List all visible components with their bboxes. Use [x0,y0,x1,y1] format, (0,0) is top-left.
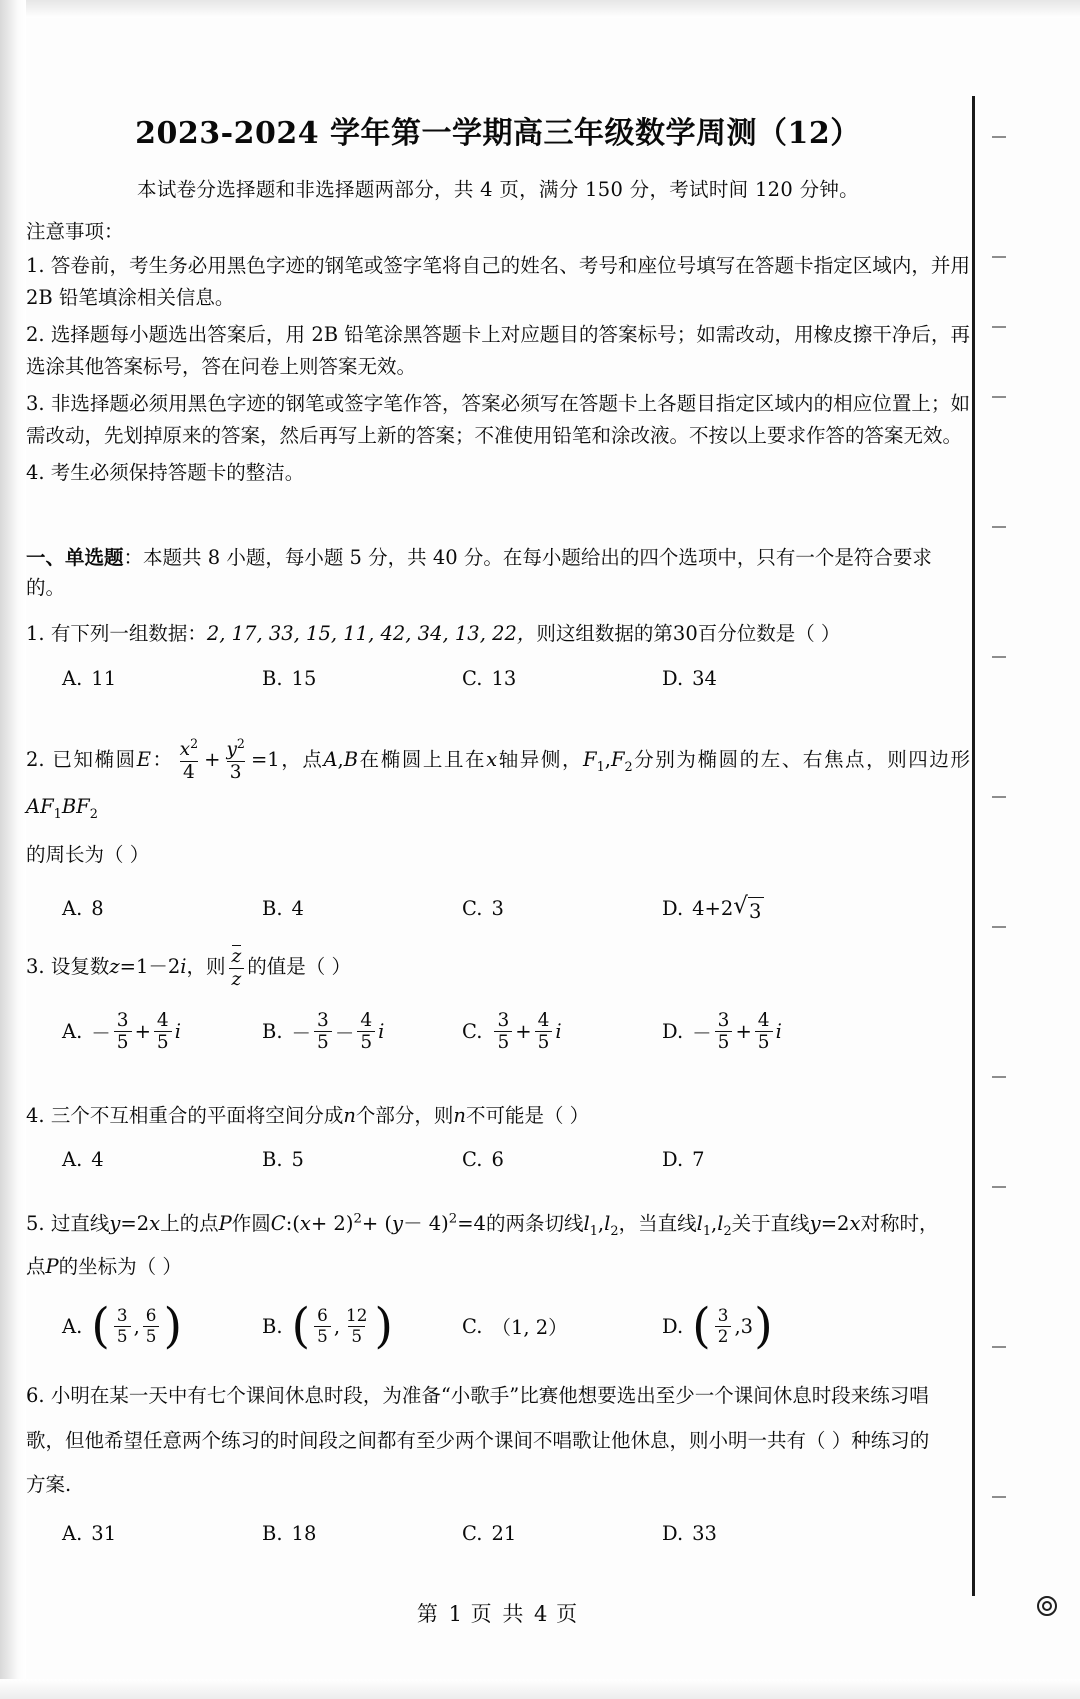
q2-stem-p5: 分别为椭圆的左、右焦点，则四边形 [632,747,970,771]
q5a-d1: 5 [114,1326,131,1346]
q3-option-a-frac1 [114,1011,132,1053]
q2-plus: + [204,747,221,771]
q3-option-b-frac2 [357,1011,375,1053]
q3-option-b-sign: － [291,1021,312,1045]
q2-stem-p3: 在椭圆上且在 [358,747,487,771]
margin-tick-marks [992,96,1072,1596]
q3-i: i [180,954,187,978]
q5-option-c-label: C. [462,1314,483,1338]
footer-prefix: 第 [416,1602,440,1626]
question-2-options [26,892,970,923]
footer-suffix: 页 [556,1602,580,1626]
q5-stem-p4: 的两条切线 [485,1212,584,1236]
q2-option-c[interactable] [462,895,662,923]
q5a-sep: , [133,1314,140,1338]
q3-option-b[interactable] [262,1011,462,1053]
q6-stem-line1: 小明在某一天中有七个课间休息时段，为准备“小歌手”比赛他想要选出至少一个课间休息时段来练习唱 [50,1383,929,1407]
section-description: 本题共 8 小题，每小题 5 分，共 40 分。在每小题给出的四个选项中，只有一个是符合要求的。 [26,546,932,600]
q4-option-c-label: C. [462,1148,483,1172]
footer-total-pages: 4 [534,1602,548,1626]
q1-option-c-value: 13 [491,666,517,690]
q3-option-c-frac1 [494,1011,512,1053]
question-1-stem [26,617,970,650]
q1-option-b-label: B. [262,666,283,690]
q4-option-b-label: B. [262,1148,283,1172]
q2-frac2-den: 3 [227,761,245,783]
notice-item-3: 3. 非选择题必须用黑色字迹的钢笔或签字笔作答，答案必须写在答题卡上各题目指定区域内的相应位置上；如需改动，先划掉原来的答案，然后再写上新的答案；不准使用铅笔和涂改液。不按以上要求作答的答案无效。 [26,392,970,447]
q5-option-c[interactable] [462,1307,662,1346]
page-footer [26,1598,970,1628]
q3-stem-p2: ，则 [186,954,226,978]
q3-option-d-label: D. [662,1020,684,1044]
q3d-d1: 5 [715,1031,733,1053]
q2-quad-af: AF [26,795,54,819]
q4-option-b-value: 5 [291,1148,304,1172]
q4-option-c-value: 6 [491,1148,504,1172]
q3-stem-p1: 设复数 [50,954,110,978]
q5-cplus: + 2) [310,1212,354,1236]
q2-frac1-num [177,737,201,761]
question-3-stem [26,943,970,991]
q1-option-b[interactable] [262,667,462,690]
q2-frac2-num [223,737,247,761]
q2-colon: ： [150,747,174,771]
q5-option-b-label: B. [262,1314,283,1338]
q2-stem-p4: 轴异侧， [497,747,584,771]
q2-option-c-value: 3 [491,897,504,921]
q4-option-d-label: D. [662,1148,684,1172]
q5b-frac1 [314,1307,331,1346]
q5-y: y [109,1212,121,1236]
q5-option-c-value: （1, 2） [491,1316,568,1340]
registration-mark-icon [1037,1596,1057,1616]
q3d-n1: 3 [717,1009,730,1031]
q3-z-conjugate: z [231,946,242,968]
q5b-d1: 5 [314,1326,331,1346]
q3-option-d-frac1 [715,1011,733,1053]
q4-option-a-label: A. [62,1148,83,1172]
q5-point-p: P [218,1212,232,1236]
scan-shade-left [0,0,26,1699]
q3-option-a-label: A. [62,1020,83,1044]
q4-option-d[interactable] [662,1148,882,1171]
section-label: 一、单选题 [26,546,124,570]
q1-option-b-value: 15 [291,666,317,690]
q6-stem-line2: 歌，但他希望任意两个练习的时间段之间都有至少两个课间不唱歌让他休息，则小明一共有（ ）种练习的 [26,1428,930,1452]
q2-option-c-label: C. [462,897,483,921]
q5a-n1: 3 [116,1305,128,1326]
q2-stem-p1: 已知椭圆 [52,747,137,771]
q5-cminus: － 4) [403,1212,449,1236]
q5-l2-sub: 2 [610,1224,619,1239]
q5-cexp2: 2 [448,1211,458,1227]
question-4-options [26,1148,970,1171]
q2-focus-f2-sub: 2 [624,759,633,775]
q1-number: 1. [26,622,45,646]
q6-option-b[interactable] [262,1522,462,1545]
q5b-frac2 [343,1307,370,1346]
q2-option-b[interactable] [262,895,462,923]
q5-stem-p3: 作圆 [231,1212,271,1236]
notice-heading: 注意事项： [26,220,124,243]
q2-ellipse-name: E [136,747,151,771]
q3-option-c-label: C. [462,1020,483,1044]
q4-number: 4. [26,1103,45,1127]
q2-option-d[interactable] [662,892,882,923]
q1-option-c-label: C. [462,666,483,690]
q3-option-a[interactable] [26,1011,262,1053]
q2-option-a[interactable] [26,895,262,923]
q5-stem-line2-p2: 的坐标为（ ） [58,1255,182,1279]
q3-number: 3. [26,954,45,978]
q4-stem-p1: 三个不互相重合的平面将空间分成 [50,1103,344,1127]
q3a-d2: 5 [154,1031,172,1053]
left-paren-icon: ( [291,1298,311,1354]
q6-option-a-label: A. [62,1522,83,1546]
q2-option-b-label: B. [262,897,283,921]
q5a-frac2 [143,1307,160,1346]
q5-x2: x [849,1212,861,1236]
q3d-n2: 4 [757,1009,770,1031]
left-paren-icon: ( [91,1298,110,1354]
q2-axis-x: x [486,747,498,771]
q2-quad-bf-sub: 2 [89,807,98,823]
q2-option-d-prefix: 4+2 [692,897,734,921]
q3-option-d-op: + [735,1020,752,1044]
q3a-n1: 3 [116,1009,129,1031]
q2-frac2-exp: 2 [236,736,245,752]
q5-stem-line2-p1: 点 [26,1255,46,1279]
right-paren-icon: ) [163,1298,183,1354]
q5-option-a-pair [91,1298,183,1354]
q5-l1: l [583,1212,590,1236]
q1-stem-before: 有下列一组数据： [50,622,207,646]
footer-mid: 页 共 [470,1602,526,1626]
q5-cmid: + ( [361,1212,393,1236]
q6-option-d-value: 33 [692,1522,717,1546]
q5-point-p2: P [45,1255,59,1279]
q3-option-a-i: i [174,1020,181,1044]
q3c-n2: 4 [537,1009,550,1031]
q5a-n2: 6 [145,1305,157,1326]
q6-option-c-value: 21 [491,1522,517,1546]
q5-stem-p2: 上的点 [160,1212,219,1236]
q1-stem-after: 则这组数据的第30百分位数是（ ） [536,622,841,646]
q2-point-b: B [343,747,359,771]
q4-option-c[interactable] [462,1148,662,1171]
q1-option-a[interactable] [26,667,262,690]
q5-l2: l [604,1212,611,1236]
q2-option-a-value: 8 [91,897,104,921]
notice-item-1: 1. 答卷前，考生务必用黑色字迹的钢笔或签字笔将自己的姓名、考号和座位号填写在答题卡指定区域内，并用 2B 铅笔填涂相关信息。 [26,254,970,309]
question-6-stem [26,1374,970,1509]
q2-frac1-base: x [179,739,191,761]
q5-cy: y [392,1212,404,1236]
q6-option-b-label: B. [262,1522,283,1546]
q5-x: x [149,1212,161,1236]
q3-option-c[interactable] [462,1011,662,1053]
q5a-d2: 5 [143,1326,160,1346]
q3b-n1: 3 [317,1009,329,1031]
q5-l2b-sub: 2 [723,1224,732,1239]
q4-option-d-value: 7 [692,1148,705,1172]
q5-ceq: =4 [457,1212,486,1236]
q6-option-a[interactable] [26,1522,262,1545]
q5-stem-p5: ，当直线 [618,1212,697,1236]
q5-colon: :( [285,1212,300,1236]
q5-option-d[interactable] [662,1298,882,1354]
q5b-sep: , [333,1314,341,1338]
radical-icon: √ [733,892,748,919]
q5-y2: y [809,1212,821,1236]
q5-option-a[interactable] [26,1298,262,1354]
q5-option-a-label: A. [62,1314,83,1338]
q6-option-d-label: D. [662,1522,684,1546]
q2-option-d-sqrt [733,892,764,923]
q5d-sep: , [734,1314,741,1338]
question-6-options [26,1522,970,1545]
q3a-n2: 4 [156,1009,169,1031]
q5d-v2: 3 [740,1314,754,1338]
q5d-frac1 [715,1307,732,1346]
q4-stem-p3: 不可能是（ ） [465,1103,590,1127]
notice-item-2: 2. 选择题每小题选出答案后，用 2B 铅笔涂黑答题卡上对应题目的答案标号；如需改动，用橡皮擦干净后，再选涂其他答案标号，答在问卷上则答案无效。 [26,323,970,378]
q3-option-d-sign: － [692,1021,712,1045]
q5-option-b[interactable] [262,1298,462,1354]
q3-option-b-op: － [334,1021,355,1045]
q5-circle-c: C [270,1212,286,1236]
page-margin-rule [972,96,975,1596]
q3-option-c-i: i [555,1020,562,1044]
q3a-d1: 5 [114,1031,132,1053]
q3-option-d[interactable] [662,1011,882,1053]
question-5-options [26,1298,970,1354]
section-colon: ： [123,546,144,570]
q2-stem-p6: 的周长为（ ） [26,843,150,867]
q5-l1b: l [696,1212,703,1236]
q4-option-a-value: 4 [91,1148,104,1172]
q3d-d2: 5 [755,1031,773,1053]
q6-option-b-value: 18 [291,1522,317,1546]
q3-option-b-label: B. [262,1020,283,1044]
q2-focus-f1-sub: 1 [596,759,605,775]
q4-option-a[interactable] [26,1148,262,1171]
page-title: 2023-2024 学年第一学期高三年级数学周测（12） [135,116,861,151]
q3c-d1: 5 [494,1031,512,1053]
q2-frac2-base: y [226,739,237,761]
q5-l1b-sub: 1 [702,1224,712,1239]
q3-option-c-op: + [515,1020,532,1044]
q3b-d1: 5 [314,1031,332,1053]
q1-option-a-label: A. [62,666,83,690]
q4-option-b[interactable] [262,1148,462,1171]
q6-number: 6. [26,1383,45,1407]
q3-option-d-frac2 [755,1011,773,1053]
q4-n1: n [343,1103,356,1127]
question-5-stem: 5. 过直线y=2x上的点P作圆C:(x+ $2)^2+ (y- 4)^2=4$的两条切线$l_1,l_2$，当直线$l_1,l_2$关于直线y=2x对称时， 点P的坐标为（ ） [26,1211,939,1279]
q3-z: z [109,954,120,978]
question-3-options [26,1011,970,1053]
q5-option-d-label: D. [662,1314,684,1338]
q5-stem-p1: 过直线 [50,1212,110,1236]
q5-eq2x: =2 [120,1212,150,1236]
q2-focus-f2: F [610,747,625,771]
q5-cx: x [299,1212,311,1236]
q5-stem-p6: 关于直线 [731,1212,810,1236]
right-paren-icon: ) [374,1298,394,1354]
q5-l1-sub: 1 [589,1224,598,1239]
q5b-d2: 5 [348,1326,365,1346]
q5-number: 5. [26,1212,45,1236]
left-paren-icon: ( [692,1298,711,1354]
notice-item-4: 4. 考生必须保持答题卡的整洁。 [26,461,305,485]
q6-option-c-label: C. [462,1522,483,1546]
q2-option-a-label: A. [62,897,83,921]
page-content [26,0,970,1699]
q3b-d2: 5 [357,1031,375,1053]
q6-option-d[interactable] [662,1522,882,1545]
q5-option-d-pair [692,1298,773,1354]
q2-option-d-radicand: 3 [748,897,764,923]
q5d-d1: 2 [715,1326,732,1346]
q5-eq2x2: =2 [820,1212,850,1236]
q3-frac-den: z [229,968,245,990]
q3-stem-p3: 的值是（ ） [247,954,351,978]
q3-option-a-sign: － [91,1021,111,1045]
right-paren-icon: ) [754,1298,773,1354]
q5-cexp1: 2 [353,1211,362,1227]
q3c-n1: 3 [497,1009,510,1031]
question-2-stem: 2. 已知椭圆E： $\frac{x^2}{4}$ + $\frac{y^2}{3}$ =1，点A,B在椭圆上且在x轴异侧，$F_1,F_2$分别为椭圆的左、右焦点，则四边形$AF_1BF_2$ 的周长为（ ） [26,736,970,867]
q2-quad-af-sub: 1 [53,807,62,823]
section-spacer [26,489,970,543]
q3-option-b-i: i [378,1020,385,1044]
q1-option-d-label: D. [662,666,684,690]
q2-option-d-label: D. [662,897,684,921]
q3b-n2: 4 [360,1009,373,1031]
q2-number: 2. [26,747,45,771]
q3-frac-num [229,945,245,968]
q5a-frac1 [114,1307,131,1346]
q2-comma: , [337,747,344,771]
question-4-stem [26,1099,970,1132]
q3c-d2: 5 [535,1031,553,1053]
q1-option-d[interactable] [662,667,882,690]
q4-n2: n [453,1103,466,1127]
q3-eq-expr: =1－2 [119,954,181,978]
section-heading-single-choice [26,543,970,603]
q2-frac1-exp: 2 [190,736,199,752]
q3-option-a-frac2 [154,1011,172,1053]
q3-option-b-frac1 [314,1011,332,1053]
q6-option-a-value: 31 [91,1522,117,1546]
exam-subtitle: 本试卷分选择题和非选择题两部分，共 4 页，满分 150 分，考试时间 120 分钟。 [137,178,859,201]
q2-frac1-den: 4 [180,761,198,783]
q5b-n1: 6 [317,1305,328,1326]
q3-option-c-frac2 [535,1011,553,1053]
q5-stem-p7: 对称时， [860,1212,939,1236]
q3-fraction-zbar-over-z [229,945,245,989]
q2-point-a: A [323,747,338,771]
q2-fraction-y2-over-3 [223,737,247,782]
q5-option-b-pair [291,1298,394,1354]
q6-stem-line3: 方案. [26,1473,72,1497]
q3-option-d-i: i [775,1020,782,1044]
q1-option-a-value: 11 [91,666,117,690]
q2-quad-bf: BF [61,795,90,819]
q2-focus-f1: F [583,747,597,771]
footer-page-number: 1 [448,1602,462,1626]
q2-fraction-x2-over-4 [177,737,201,782]
q3-option-a-op: + [134,1020,151,1044]
q5b-n2: 12 [346,1305,368,1326]
q1-data-list: 2, 17, 33, 15, 11, 42, 34, 13, 22， [206,622,537,646]
q2-option-b-value: 4 [291,897,304,921]
q1-option-d-value: 34 [692,666,717,690]
q1-option-c[interactable] [462,667,662,690]
q6-option-c[interactable] [462,1522,662,1545]
q2-equals: =1 [250,747,280,771]
q5-l2b: l [717,1212,724,1236]
q4-stem-p2: 个部分，则 [355,1103,454,1127]
question-1-options [26,667,970,690]
q2-stem-p2: ，点 [279,747,324,771]
q5d-n1: 3 [717,1305,729,1326]
